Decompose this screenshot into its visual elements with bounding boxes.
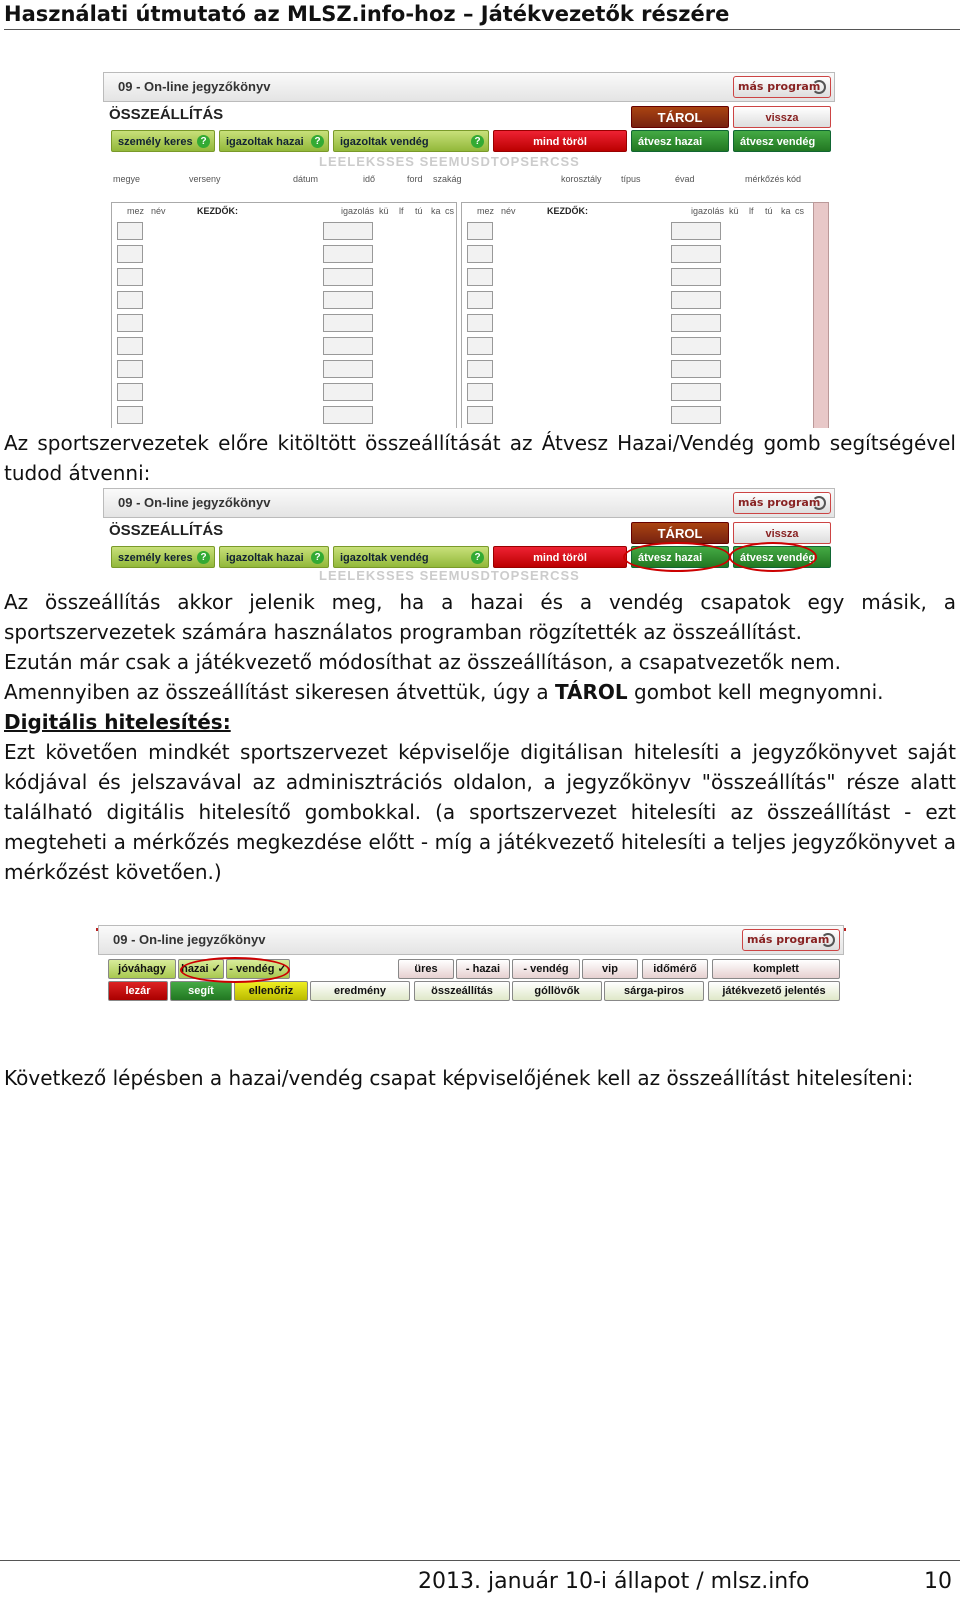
atvesz-vendeg-button[interactable]: [733, 130, 831, 152]
paragraph-text: Az összeállítás akkor jelenik meg, ha a hazai és a vendég csapatok egy másik, a sportszervezetek számára használatos programban rögzítették az összeállítást.: [4, 590, 956, 644]
lineup-input-cell[interactable]: [323, 360, 373, 378]
igazoltak-hazai-label: igazoltak hazai: [226, 552, 304, 564]
help-icon: ?: [471, 135, 484, 148]
col-label: KEZDŐK:: [197, 206, 238, 216]
mas-program-label: más program: [738, 80, 821, 93]
lineup-input-cell[interactable]: [117, 337, 143, 355]
highlight-oval-hazai: [623, 542, 731, 572]
help-icon: ?: [197, 551, 210, 564]
mas-program-label: más program: [747, 933, 830, 946]
vissza-label: vissza: [765, 112, 799, 124]
lineup-input-cell[interactable]: [117, 268, 143, 286]
lineup-input-cell[interactable]: [467, 406, 493, 424]
col-label: cs: [445, 206, 454, 216]
lineup-input-cell[interactable]: [467, 222, 493, 240]
lineup-input-cell[interactable]: [467, 383, 493, 401]
paragraph-atvesz: [4, 428, 956, 488]
igazoltak-vendeg-label: igazoltak vendég: [340, 136, 429, 148]
section-heading: Digitális hitelesítés:: [4, 710, 231, 734]
top-tab[interactable]: vip: [582, 959, 638, 979]
meta-label: korosztály: [561, 174, 602, 184]
lineup-input-cell[interactable]: [323, 268, 373, 286]
top-tab[interactable]: komplett: [712, 959, 840, 979]
section-title: ÖSSZEÁLLÍTÁS: [109, 522, 224, 539]
lineup-input-cell[interactable]: [671, 406, 721, 424]
mind-torol-label: mind töröl: [533, 552, 587, 564]
col-label: kü: [729, 206, 739, 216]
top-tab[interactable]: időmérő: [642, 959, 708, 979]
col-label: cs: [795, 206, 804, 216]
footer-date: 2013. január 10-i állapot / mlsz.info: [418, 1569, 810, 1594]
lineup-input-cell[interactable]: [467, 337, 493, 355]
lineup-input-cell[interactable]: [671, 245, 721, 263]
col-label: tú: [415, 206, 423, 216]
top-tab[interactable]: - vendég: [512, 959, 580, 979]
vissza-label: vissza: [765, 528, 799, 540]
mas-program-button[interactable]: [733, 76, 831, 98]
text-segment: gombot kell megnyomni.: [627, 680, 884, 704]
page-number: 10: [924, 1569, 952, 1594]
tarol-button[interactable]: [631, 522, 729, 544]
lineup-input-cell[interactable]: [671, 383, 721, 401]
paragraph-text: Ezután már csak a játékvezető módosíthat az összeállításon, a csapatvezetők nem.: [4, 650, 841, 674]
lineup-input-cell[interactable]: [323, 406, 373, 424]
bottom-tab[interactable]: eredmény: [310, 981, 410, 1001]
tarol-label: TÁROL: [657, 110, 703, 125]
lineup-input-cell[interactable]: [671, 360, 721, 378]
lineup-input-cell[interactable]: [671, 337, 721, 355]
bottom-tab[interactable]: összeállítás: [414, 981, 510, 1001]
lineup-input-cell[interactable]: [467, 291, 493, 309]
lineup-input-cell[interactable]: [117, 406, 143, 424]
top-tab[interactable]: hazai ✓: [178, 959, 224, 979]
tarol-label: TÁROL: [657, 526, 703, 541]
mas-program-label: más program: [738, 496, 821, 509]
top-tab[interactable]: - vendég ✓: [226, 959, 290, 979]
help-icon: ?: [311, 135, 324, 148]
window-title: 09 - On-line jegyzőkönyv: [98, 925, 844, 955]
mind-torol-button[interactable]: [493, 546, 627, 568]
szemely-keres-button[interactable]: [111, 546, 215, 568]
szemely-keres-button[interactable]: [111, 130, 215, 152]
paragraph-info: [4, 587, 956, 887]
col-label: kü: [379, 206, 389, 216]
col-label: mez: [127, 206, 145, 216]
lineup-input-cell[interactable]: [671, 222, 721, 240]
igazoltak-hazai-button[interactable]: [219, 130, 329, 152]
paragraph-text: Az sportszervezetek előre kitöltött összeállítását az Átvesz Hazai/Vendég gomb segítségével tudod átvenni:: [4, 431, 956, 485]
paragraph-tarol: [4, 677, 956, 707]
mind-torol-button[interactable]: [493, 130, 627, 152]
window-title: 09 - On-line jegyzőkönyv: [103, 488, 835, 518]
lineup-input-cell[interactable]: [671, 291, 721, 309]
text-segment: Amennyiben az összeállítást sikeresen átvettük, úgy a: [4, 680, 555, 704]
col-label: név: [501, 206, 516, 216]
lineup-input-cell[interactable]: [323, 383, 373, 401]
tarol-button[interactable]: [631, 106, 729, 128]
tarol-emphasis: TÁROL: [554, 680, 628, 704]
meta-label: mérkőzés kód: [745, 174, 802, 184]
col-label: KEZDŐK:: [547, 206, 588, 216]
screenshot-atvesz-buttons: [103, 488, 835, 584]
szemely-keres-label: személy keres: [118, 136, 193, 148]
paragraph-next-step: [4, 1063, 956, 1093]
help-icon: ?: [471, 551, 484, 564]
lineup-input-cell[interactable]: [323, 245, 373, 263]
screenshot-lineup-full: [103, 72, 835, 428]
paragraph-text: Ezt követően mindkét sportszervezet képviselője digitálisan hitelesíti a jegyzőkönyvet saját kódjával és jelszavával az adminisztrációs oldalon, a jegyzőkönyv "összeállítás" része alatt található digitális hitelesítő gombokkal. (a sportszervezet hitelesíti az összeállítást - ezt megteheti a mérkőzés megkezdése előtt - míg a játékvezető hitelesíti a teljes jegyzőkönyvet a mérkőzést követően.): [4, 740, 956, 884]
col-label: igazolás: [691, 206, 725, 216]
lineup-input-cell[interactable]: [323, 314, 373, 332]
atvesz-hazai-label: átvesz hazai: [638, 552, 703, 564]
szemely-keres-label: személy keres: [118, 552, 193, 564]
bottom-tab[interactable]: játékvezető jelentés: [708, 981, 840, 1001]
bottom-tab[interactable]: sárga-piros: [604, 981, 704, 1001]
home-lineup-grid: [111, 202, 457, 428]
col-label: tú: [765, 206, 773, 216]
lineup-input-cell[interactable]: [467, 268, 493, 286]
bottom-tab[interactable]: lezár: [108, 981, 168, 1001]
col-label: igazolás: [341, 206, 375, 216]
meta-label: megye: [113, 174, 141, 184]
lineup-input-cell[interactable]: [117, 222, 143, 240]
igazoltak-hazai-label: igazoltak hazai: [226, 136, 304, 148]
window-title: 09 - On-line jegyzőkönyv: [103, 72, 835, 102]
bottom-tab[interactable]: góllövők: [512, 981, 602, 1001]
refresh-icon: [821, 933, 835, 947]
page-header: Használati útmutató az MLSZ.info-hoz – Játékvezetők részére: [4, 0, 960, 30]
igazoltak-vendeg-button[interactable]: [333, 546, 489, 568]
meta-label: verseny: [189, 174, 221, 184]
meta-label: dátum: [293, 174, 319, 184]
col-label: ka: [781, 206, 791, 216]
lineup-input-cell[interactable]: [117, 245, 143, 263]
atvesz-hazai-button[interactable]: [631, 130, 729, 152]
away-lineup-grid: [461, 202, 819, 428]
bottom-tab[interactable]: ellenőriz: [234, 981, 308, 1001]
watermark-text: LEELEKSSES SEEMUSDTOPSERCSS: [319, 568, 580, 583]
mas-program-button[interactable]: [742, 929, 840, 951]
page-footer: [0, 1560, 960, 1597]
lineup-input-cell[interactable]: [117, 360, 143, 378]
lineup-input-cell[interactable]: [117, 383, 143, 401]
lineup-input-cell[interactable]: [671, 268, 721, 286]
col-label: mez: [477, 206, 495, 216]
section-title: ÖSSZEÁLLÍTÁS: [109, 106, 224, 123]
lineup-input-cell[interactable]: [323, 337, 373, 355]
atvesz-vendeg-label: átvesz vendég: [740, 552, 816, 564]
lineup-input-cell[interactable]: [117, 291, 143, 309]
watermark-text: LEELEKSSES SEEMUSDTOPSERCSS: [319, 154, 580, 169]
lineup-input-cell[interactable]: [323, 222, 373, 240]
igazoltak-vendeg-label: igazoltak vendég: [340, 552, 429, 564]
lineup-input-cell[interactable]: [323, 291, 373, 309]
screenshot-authentication-tabs: [98, 921, 844, 1003]
vissza-button[interactable]: [733, 106, 831, 128]
help-icon: ?: [311, 551, 324, 564]
lineup-input-cell[interactable]: [117, 314, 143, 332]
highlight-oval-hazai-vendeg: [180, 957, 290, 983]
meta-label: évad: [675, 174, 695, 184]
col-label: lf: [399, 206, 404, 216]
vissza-button[interactable]: [733, 522, 831, 544]
lineup-input-cell[interactable]: [467, 360, 493, 378]
igazoltak-vendeg-button[interactable]: [333, 130, 489, 152]
meta-label: szakág: [433, 174, 462, 184]
col-label: ka: [431, 206, 441, 216]
paragraph-text: Következő lépésben a hazai/vendég csapat képviselőjének kell az összeállítást hitelesíteni:: [4, 1066, 914, 1090]
scrollbar[interactable]: [813, 202, 829, 428]
refresh-icon: [812, 496, 826, 510]
meta-label: típus: [621, 174, 641, 184]
lineup-input-cell[interactable]: [467, 314, 493, 332]
top-tab[interactable]: jóváhagy: [108, 959, 176, 979]
mind-torol-label: mind töröl: [533, 136, 587, 148]
meta-label: ford: [407, 174, 423, 184]
col-label: lf: [749, 206, 754, 216]
lineup-input-cell[interactable]: [467, 245, 493, 263]
refresh-icon: [812, 80, 826, 94]
atvesz-hazai-label: átvesz hazai: [638, 136, 703, 148]
meta-label: idő: [363, 174, 376, 184]
help-icon: ?: [197, 135, 210, 148]
col-label: név: [151, 206, 166, 216]
lineup-input-cell[interactable]: [671, 314, 721, 332]
highlight-oval-vendeg: [729, 542, 817, 572]
top-tab[interactable]: üres: [398, 959, 454, 979]
mas-program-button[interactable]: [733, 492, 831, 514]
bottom-tab[interactable]: segít: [170, 981, 232, 1001]
igazoltak-hazai-button[interactable]: [219, 546, 329, 568]
atvesz-vendeg-label: átvesz vendég: [740, 136, 816, 148]
top-tab[interactable]: - hazai: [456, 959, 510, 979]
